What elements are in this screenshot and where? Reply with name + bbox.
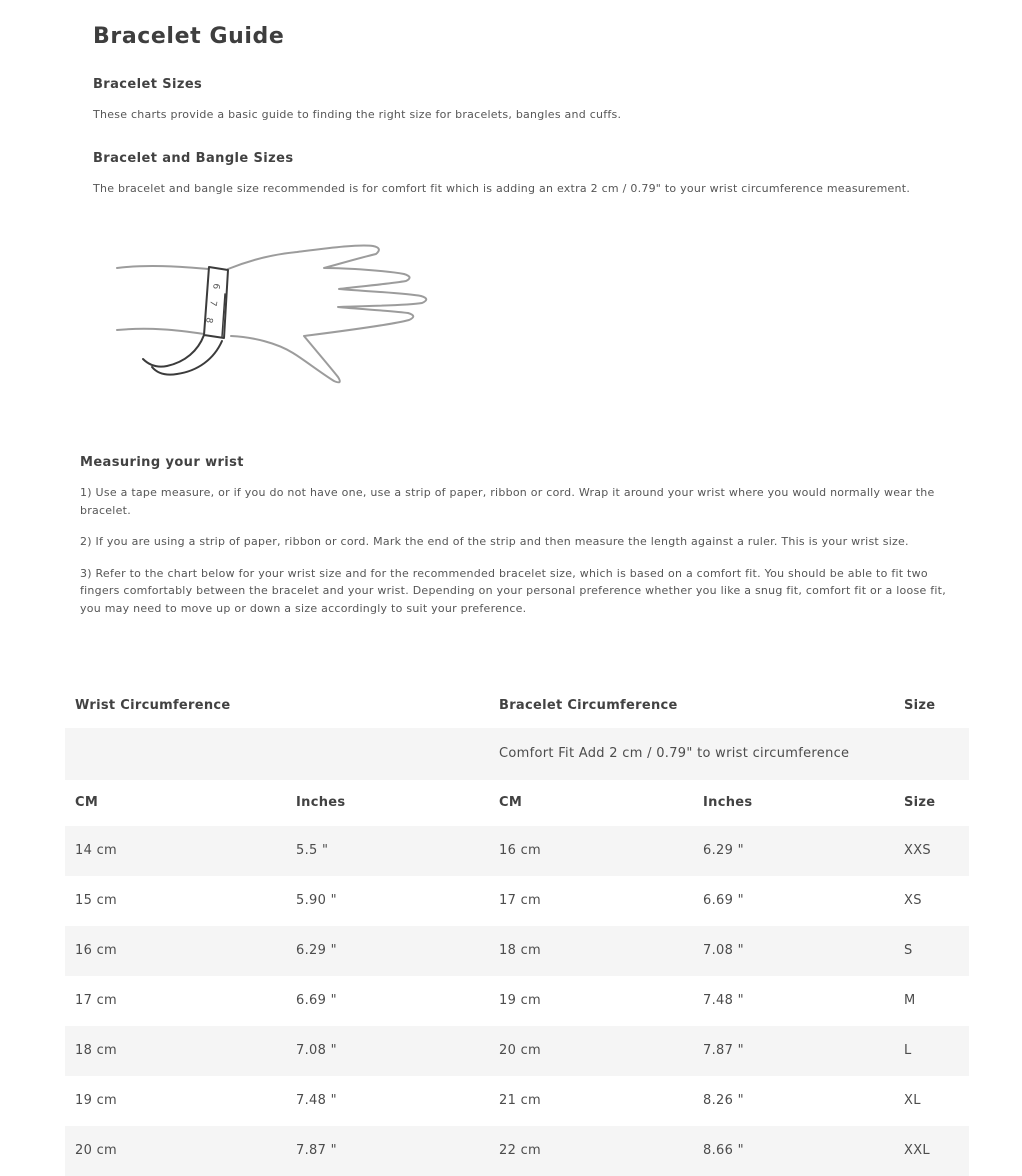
wrist-cm-cell: 15 cm	[75, 892, 117, 908]
bracelet-cm-cell: 20 cm	[489, 1026, 693, 1076]
size-cell: XXS	[894, 826, 969, 876]
bracelet-sizes-heading: Bracelet Sizes	[93, 77, 203, 92]
size-group-header: Size	[904, 697, 936, 713]
wrist-inches-cell: 5.90 "	[296, 892, 337, 908]
wrist-inches-header: Inches	[296, 794, 346, 810]
measuring-step-1: 1) Use a tape measure, or if you do not have one, use a strip of paper, ribbon or cord. Wrap it around your wrist where you would normally wear the bracelet.	[80, 486, 935, 517]
bracelet-cm-cell: 21 cm	[499, 1092, 541, 1108]
wrist-inches-cell: 5.5 "	[286, 826, 489, 876]
wrist-inches-cell: 7.87 "	[286, 1126, 489, 1176]
size-cell: XL	[904, 1092, 921, 1108]
size-chart-table	[65, 684, 969, 1176]
bracelet-cm-cell: 18 cm	[489, 926, 693, 976]
bracelet-cm-header: CM	[499, 794, 523, 810]
bangle-sizes-heading: Bracelet and Bangle Sizes	[93, 151, 294, 167]
bracelet-circumference-header: Bracelet Circumference	[499, 697, 678, 713]
bracelet-inches-cell: 8.66 "	[693, 1126, 894, 1176]
size-cell: XXL	[894, 1126, 969, 1176]
forearm-outline	[117, 266, 209, 334]
table-row	[65, 876, 969, 926]
wrist-inches-cell: 6.29 "	[286, 926, 489, 976]
size-cell: S	[894, 926, 969, 976]
table-group-header-row	[65, 684, 969, 728]
bracelet-inches-cell: 7.08 "	[693, 926, 894, 976]
measuring-step-2: 2) If you are using a strip of paper, ribbon or cord. Mark the end of the strip and then measure the length against a ruler. This is your wrist size.	[80, 535, 909, 549]
measuring-heading: Measuring your wrist	[80, 455, 244, 471]
page-title: Bracelet Guide	[93, 24, 285, 49]
bracelet-inches-cell: 8.26 "	[703, 1092, 744, 1108]
hand-outline	[228, 246, 426, 383]
measuring-section	[80, 455, 960, 618]
table-column-header-row	[65, 780, 969, 826]
table-row	[65, 826, 969, 876]
table-row	[65, 1126, 969, 1176]
wrist-cm-cell: 16 cm	[65, 926, 286, 976]
wrist-circumference-header: Wrist Circumference	[75, 697, 231, 713]
table-row	[65, 1076, 969, 1126]
table-row	[65, 926, 969, 976]
size-cell: M	[904, 992, 916, 1008]
size-cell: XS	[904, 892, 922, 908]
wrist-cm-cell: 14 cm	[65, 826, 286, 876]
wrist-cm-header: CM	[75, 794, 99, 810]
size-cell: L	[894, 1026, 969, 1076]
bracelet-inches-cell: 6.29 "	[693, 826, 894, 876]
bracelet-inches-cell: 6.69 "	[703, 892, 744, 908]
hand-tape-drawing	[105, 231, 450, 403]
table-row	[65, 976, 969, 1026]
wrist-inches-cell: 7.08 "	[286, 1026, 489, 1076]
comfort-fit-note: Comfort Fit Add 2 cm / 0.79" to wrist circumference	[489, 728, 894, 780]
bracelet-inches-cell: 7.48 "	[703, 992, 744, 1008]
wrist-measuring-illustration	[105, 231, 1022, 403]
wrist-inches-cell: 7.48 "	[296, 1092, 337, 1108]
tape-tail-outer	[143, 335, 204, 367]
tape-number-8: 8	[203, 316, 214, 324]
bracelet-cm-cell: 22 cm	[489, 1126, 693, 1176]
intro-section	[93, 0, 962, 197]
bracelet-inches-cell: 7.87 "	[693, 1026, 894, 1076]
size-column-header: Size	[904, 794, 936, 810]
bangle-sizes-text: The bracelet and bangle size recommended is for comfort fit which is adding an extra 2 cm / 0.79" to your wrist circumference measurement.	[93, 182, 911, 196]
wrist-cm-cell: 17 cm	[75, 992, 117, 1008]
wrist-cm-cell: 18 cm	[65, 1026, 286, 1076]
comfort-fit-note-row	[65, 728, 969, 780]
wrist-cm-cell: 19 cm	[75, 1092, 117, 1108]
tape-number-7: 7	[207, 299, 218, 307]
bracelet-inches-header: Inches	[703, 794, 753, 810]
tape-number-6: 6	[210, 282, 221, 290]
table-row	[65, 1026, 969, 1076]
measuring-step-3: 3) Refer to the chart below for your wrist size and for the recommended bracelet size, which is based on a comfort fit. You should be able to fit two fingers comfortably between the bracelet and your wrist. Depending on your personal preference whether you like a snug fit, comfort fit or a loose fit, you may need to move up or down a size accordingly to suit your preference.	[80, 566, 946, 616]
bracelet-sizes-text: These charts provide a basic guide to finding the right size for bracelets, bangles and cuffs.	[93, 108, 622, 121]
bracelet-cm-cell: 19 cm	[499, 992, 541, 1008]
empty-note-cell	[894, 728, 969, 780]
wrist-inches-cell: 6.69 "	[296, 992, 337, 1008]
bracelet-cm-cell: 17 cm	[499, 892, 541, 908]
wrist-cm-cell: 20 cm	[65, 1126, 286, 1176]
bracelet-cm-cell: 16 cm	[489, 826, 693, 876]
empty-note-cell	[65, 728, 489, 780]
